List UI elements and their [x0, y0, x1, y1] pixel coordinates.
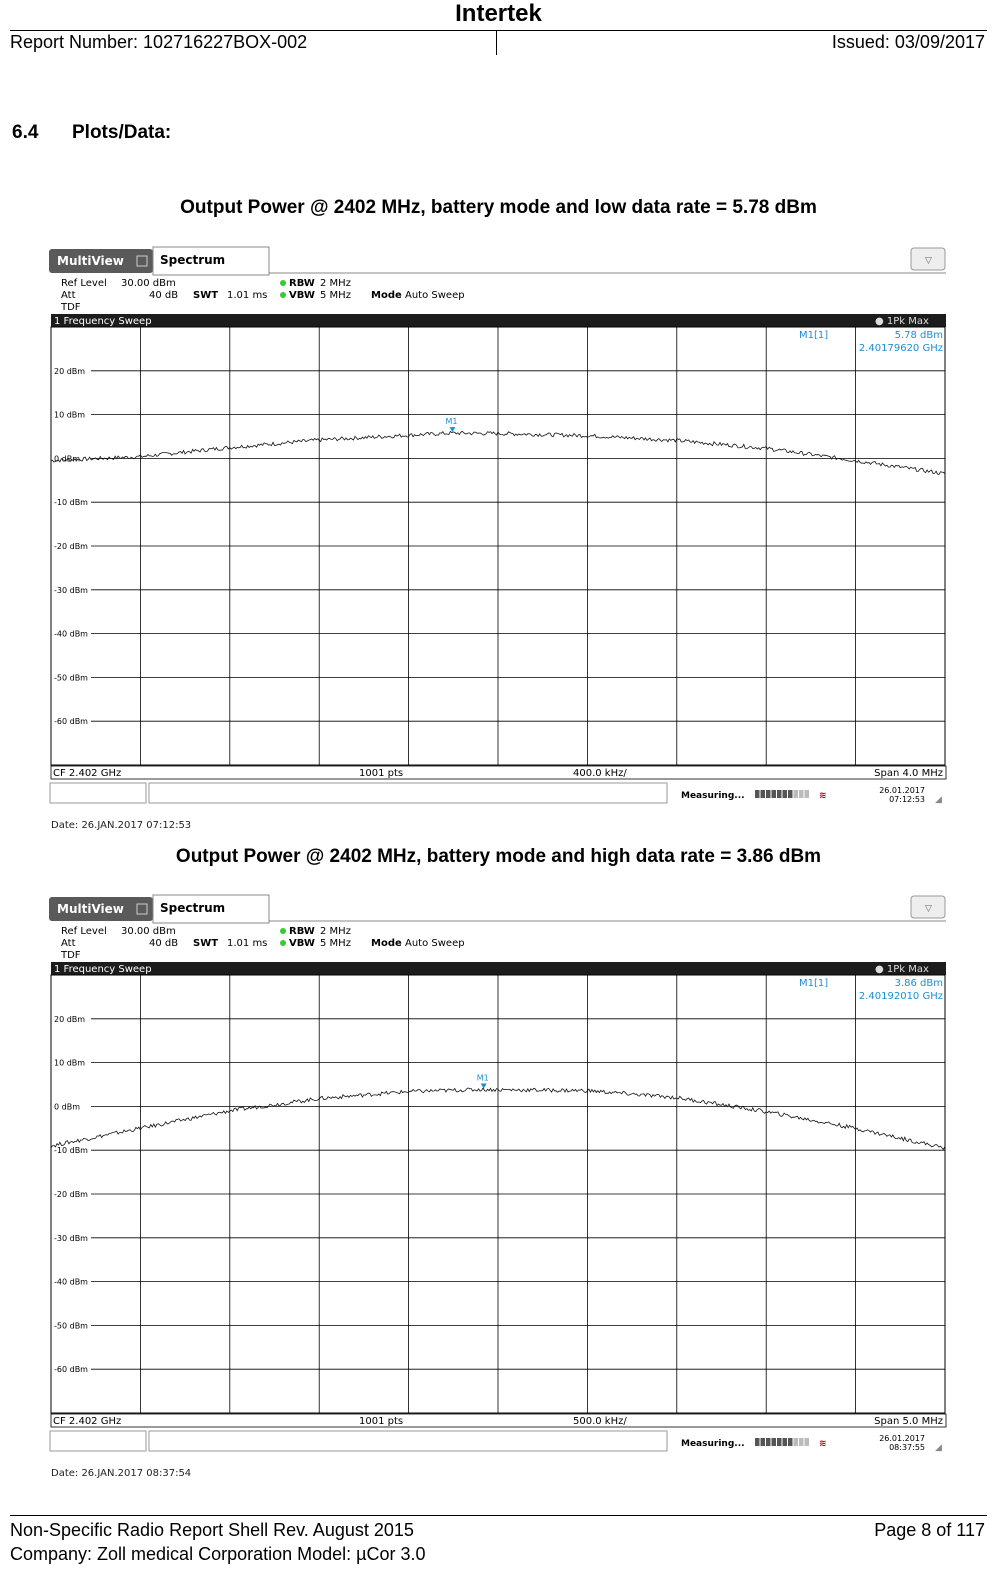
y-tick-label: 0 dBm [54, 1102, 80, 1112]
spectrum-plot-2 [49, 893, 948, 1455]
marker-frequency: 2.40192010 GHz [858, 991, 943, 1002]
swt-label: SWT [193, 938, 219, 949]
progress-segment [788, 1438, 793, 1446]
vbw-value: 5 MHz [320, 938, 351, 949]
header-divider [496, 31, 497, 55]
progress-segment [772, 790, 777, 798]
marker-tag: M1 [476, 1073, 489, 1083]
swt-label: SWT [193, 290, 219, 301]
report-number: Report Number: 102716227BOX-002 [10, 32, 308, 52]
sweep-title: 1 Frequency Sweep [54, 964, 152, 975]
y-tick-label: -10 dBm [54, 1146, 88, 1156]
rbw-indicator-icon [280, 280, 286, 286]
att-value: 40 dB [149, 938, 179, 949]
section-number: 6.4 [12, 122, 39, 143]
plot-caption-1: Output Power @ 2402 MHz, battery mode and low data rate = 5.78 dBm [180, 197, 817, 218]
progress-segment [799, 1438, 804, 1446]
footer-page: Page 8 of 117 [874, 1520, 985, 1540]
spectrum-tab-label: Spectrum [160, 901, 226, 915]
mode-value: Auto Sweep [405, 938, 465, 949]
vbw-value: 5 MHz [320, 290, 351, 301]
y-tick-label: -50 dBm [54, 673, 88, 683]
progress-segment [777, 790, 782, 798]
progress-segment [805, 790, 810, 798]
progress-segment [783, 1438, 788, 1446]
resize-grip-icon: ◢ [935, 795, 942, 805]
marker-level: 3.86 dBm [894, 978, 943, 989]
status-field-1 [50, 1431, 146, 1451]
att-value: 40 dB [149, 290, 179, 301]
y-tick-label: -10 dBm [54, 498, 88, 508]
marker-level: 5.78 dBm [894, 330, 943, 341]
marker-frequency: 2.40179620 GHz [858, 343, 943, 354]
multiview-tab-label: MultiView [57, 254, 124, 268]
mode-label: Mode [371, 290, 402, 301]
y-tick-label: -40 dBm [54, 1277, 88, 1287]
progress-segment [761, 790, 766, 798]
progress-segment [783, 790, 788, 798]
ref-level-value: 30.00 dBm [121, 926, 176, 937]
ref-level-value: 30.00 dBm [121, 278, 176, 289]
y-tick-label: -60 dBm [54, 1365, 88, 1375]
points-count: 1001 pts [359, 1416, 404, 1427]
swt-value: 1.01 ms [227, 290, 268, 301]
center-frequency: CF 2.402 GHz [53, 1416, 122, 1427]
measuring-status: Measuring... [681, 1439, 745, 1449]
section-heading [12, 122, 171, 144]
progress-segment [794, 1438, 799, 1446]
att-label: Att [61, 290, 76, 301]
progress-segment [772, 1438, 777, 1446]
rbw-label: RBW [289, 926, 315, 937]
y-tick-label: 10 dBm [54, 1058, 86, 1068]
progress-segment [788, 790, 793, 798]
vbw-indicator-icon [280, 940, 286, 946]
spectrum-tab-label: Spectrum [160, 253, 226, 267]
progress-segment [766, 790, 771, 798]
trace-label: ● 1Pk Max [875, 964, 929, 975]
y-tick-label: -30 dBm [54, 585, 88, 595]
rs-logo-icon: ≋ [819, 1439, 827, 1449]
chevron-down-icon: ▽ [925, 904, 932, 914]
plot-date-1: Date: 26.JAN.2017 07:12:53 [51, 820, 192, 831]
trace-label: ● 1Pk Max [875, 316, 929, 327]
mode-label: Mode [371, 938, 402, 949]
ref-level-label: Ref Level [61, 278, 107, 289]
y-tick-label: -20 dBm [54, 1190, 88, 1199]
rbw-value: 2 MHz [320, 278, 351, 289]
frequency-per-division: 400.0 kHz/ [573, 768, 627, 779]
mode-value: Auto Sweep [405, 290, 465, 301]
tdf-label: TDF [61, 302, 81, 313]
spectrum-screen [49, 245, 948, 807]
marker-tag: M1 [445, 417, 458, 427]
chevron-down-icon: ▽ [925, 256, 932, 266]
progress-segment [755, 1438, 760, 1446]
footer-company: Company: Zoll medical Corporation Model: µCor 3.0 [10, 1544, 426, 1564]
progress-segment [794, 790, 799, 798]
multiview-tab-label: MultiView [57, 902, 124, 916]
y-tick-label: -50 dBm [54, 1321, 88, 1331]
info-bar [51, 766, 946, 779]
progress-segment [777, 1438, 782, 1446]
vbw-indicator-icon [280, 292, 286, 298]
span-value: Span 5.0 MHz [874, 1416, 943, 1427]
section-title: Plots/Data: [72, 122, 172, 143]
swt-value: 1.01 ms [227, 938, 268, 949]
spectrum-screen [49, 893, 948, 1455]
ref-level-label: Ref Level [61, 926, 107, 937]
rs-logo-icon: ≋ [819, 791, 827, 801]
info-bar [51, 1414, 946, 1427]
span-value: Span 4.0 MHz [874, 768, 943, 779]
footer-rule [10, 1515, 987, 1516]
y-tick-label: -40 dBm [54, 629, 88, 639]
progress-segment [805, 1438, 810, 1446]
progress-segment [799, 790, 804, 798]
status-field-2 [149, 783, 667, 803]
status-field-2 [149, 1431, 667, 1451]
att-label: Att [61, 938, 76, 949]
timestamp-date: 26.01.2017 [879, 786, 925, 795]
y-tick-label: -60 dBm [54, 717, 88, 727]
plot-caption-2: Output Power @ 2402 MHz, battery mode and high data rate = 3.86 dBm [175, 846, 822, 867]
vbw-label: VBW [289, 938, 315, 949]
company-title: Intertek [455, 0, 542, 27]
resize-grip-icon: ◢ [935, 1443, 942, 1453]
y-tick-label: 20 dBm [54, 1014, 86, 1024]
progress-segment [755, 790, 760, 798]
vbw-label: VBW [289, 290, 315, 301]
measuring-status: Measuring... [681, 791, 745, 801]
status-field-1 [50, 783, 146, 803]
rbw-value: 2 MHz [320, 926, 351, 937]
marker-id: M1[1] [799, 330, 829, 341]
y-tick-label: 10 dBm [54, 410, 86, 420]
issued-date: Issued: 03/09/2017 [831, 32, 985, 52]
sweep-title-bar [51, 314, 946, 327]
frequency-per-division: 500.0 kHz/ [573, 1416, 627, 1427]
sweep-title-bar [51, 962, 946, 975]
marker-id: M1[1] [799, 978, 829, 989]
spectrum-plot-1 [49, 245, 948, 807]
progress-segment [766, 1438, 771, 1446]
rbw-indicator-icon [280, 928, 286, 934]
center-frequency: CF 2.402 GHz [53, 768, 122, 779]
timestamp-date: 26.01.2017 [879, 1434, 925, 1443]
y-tick-label: 0 dBm [54, 454, 80, 464]
header-rule [10, 30, 987, 31]
timestamp-time: 08:37:55 [889, 1443, 925, 1452]
timestamp-time: 07:12:53 [889, 795, 925, 804]
points-count: 1001 pts [359, 768, 404, 779]
tdf-label: TDF [61, 950, 81, 961]
y-tick-label: -30 dBm [54, 1233, 88, 1243]
y-tick-label: -20 dBm [54, 542, 88, 551]
sweep-title: 1 Frequency Sweep [54, 316, 152, 327]
progress-segment [761, 1438, 766, 1446]
footer-shell: Non-Specific Radio Report Shell Rev. August 2015 [10, 1520, 414, 1540]
plot-date-2: Date: 26.JAN.2017 08:37:54 [51, 1468, 192, 1479]
y-tick-label: 20 dBm [54, 366, 86, 376]
rbw-label: RBW [289, 278, 315, 289]
